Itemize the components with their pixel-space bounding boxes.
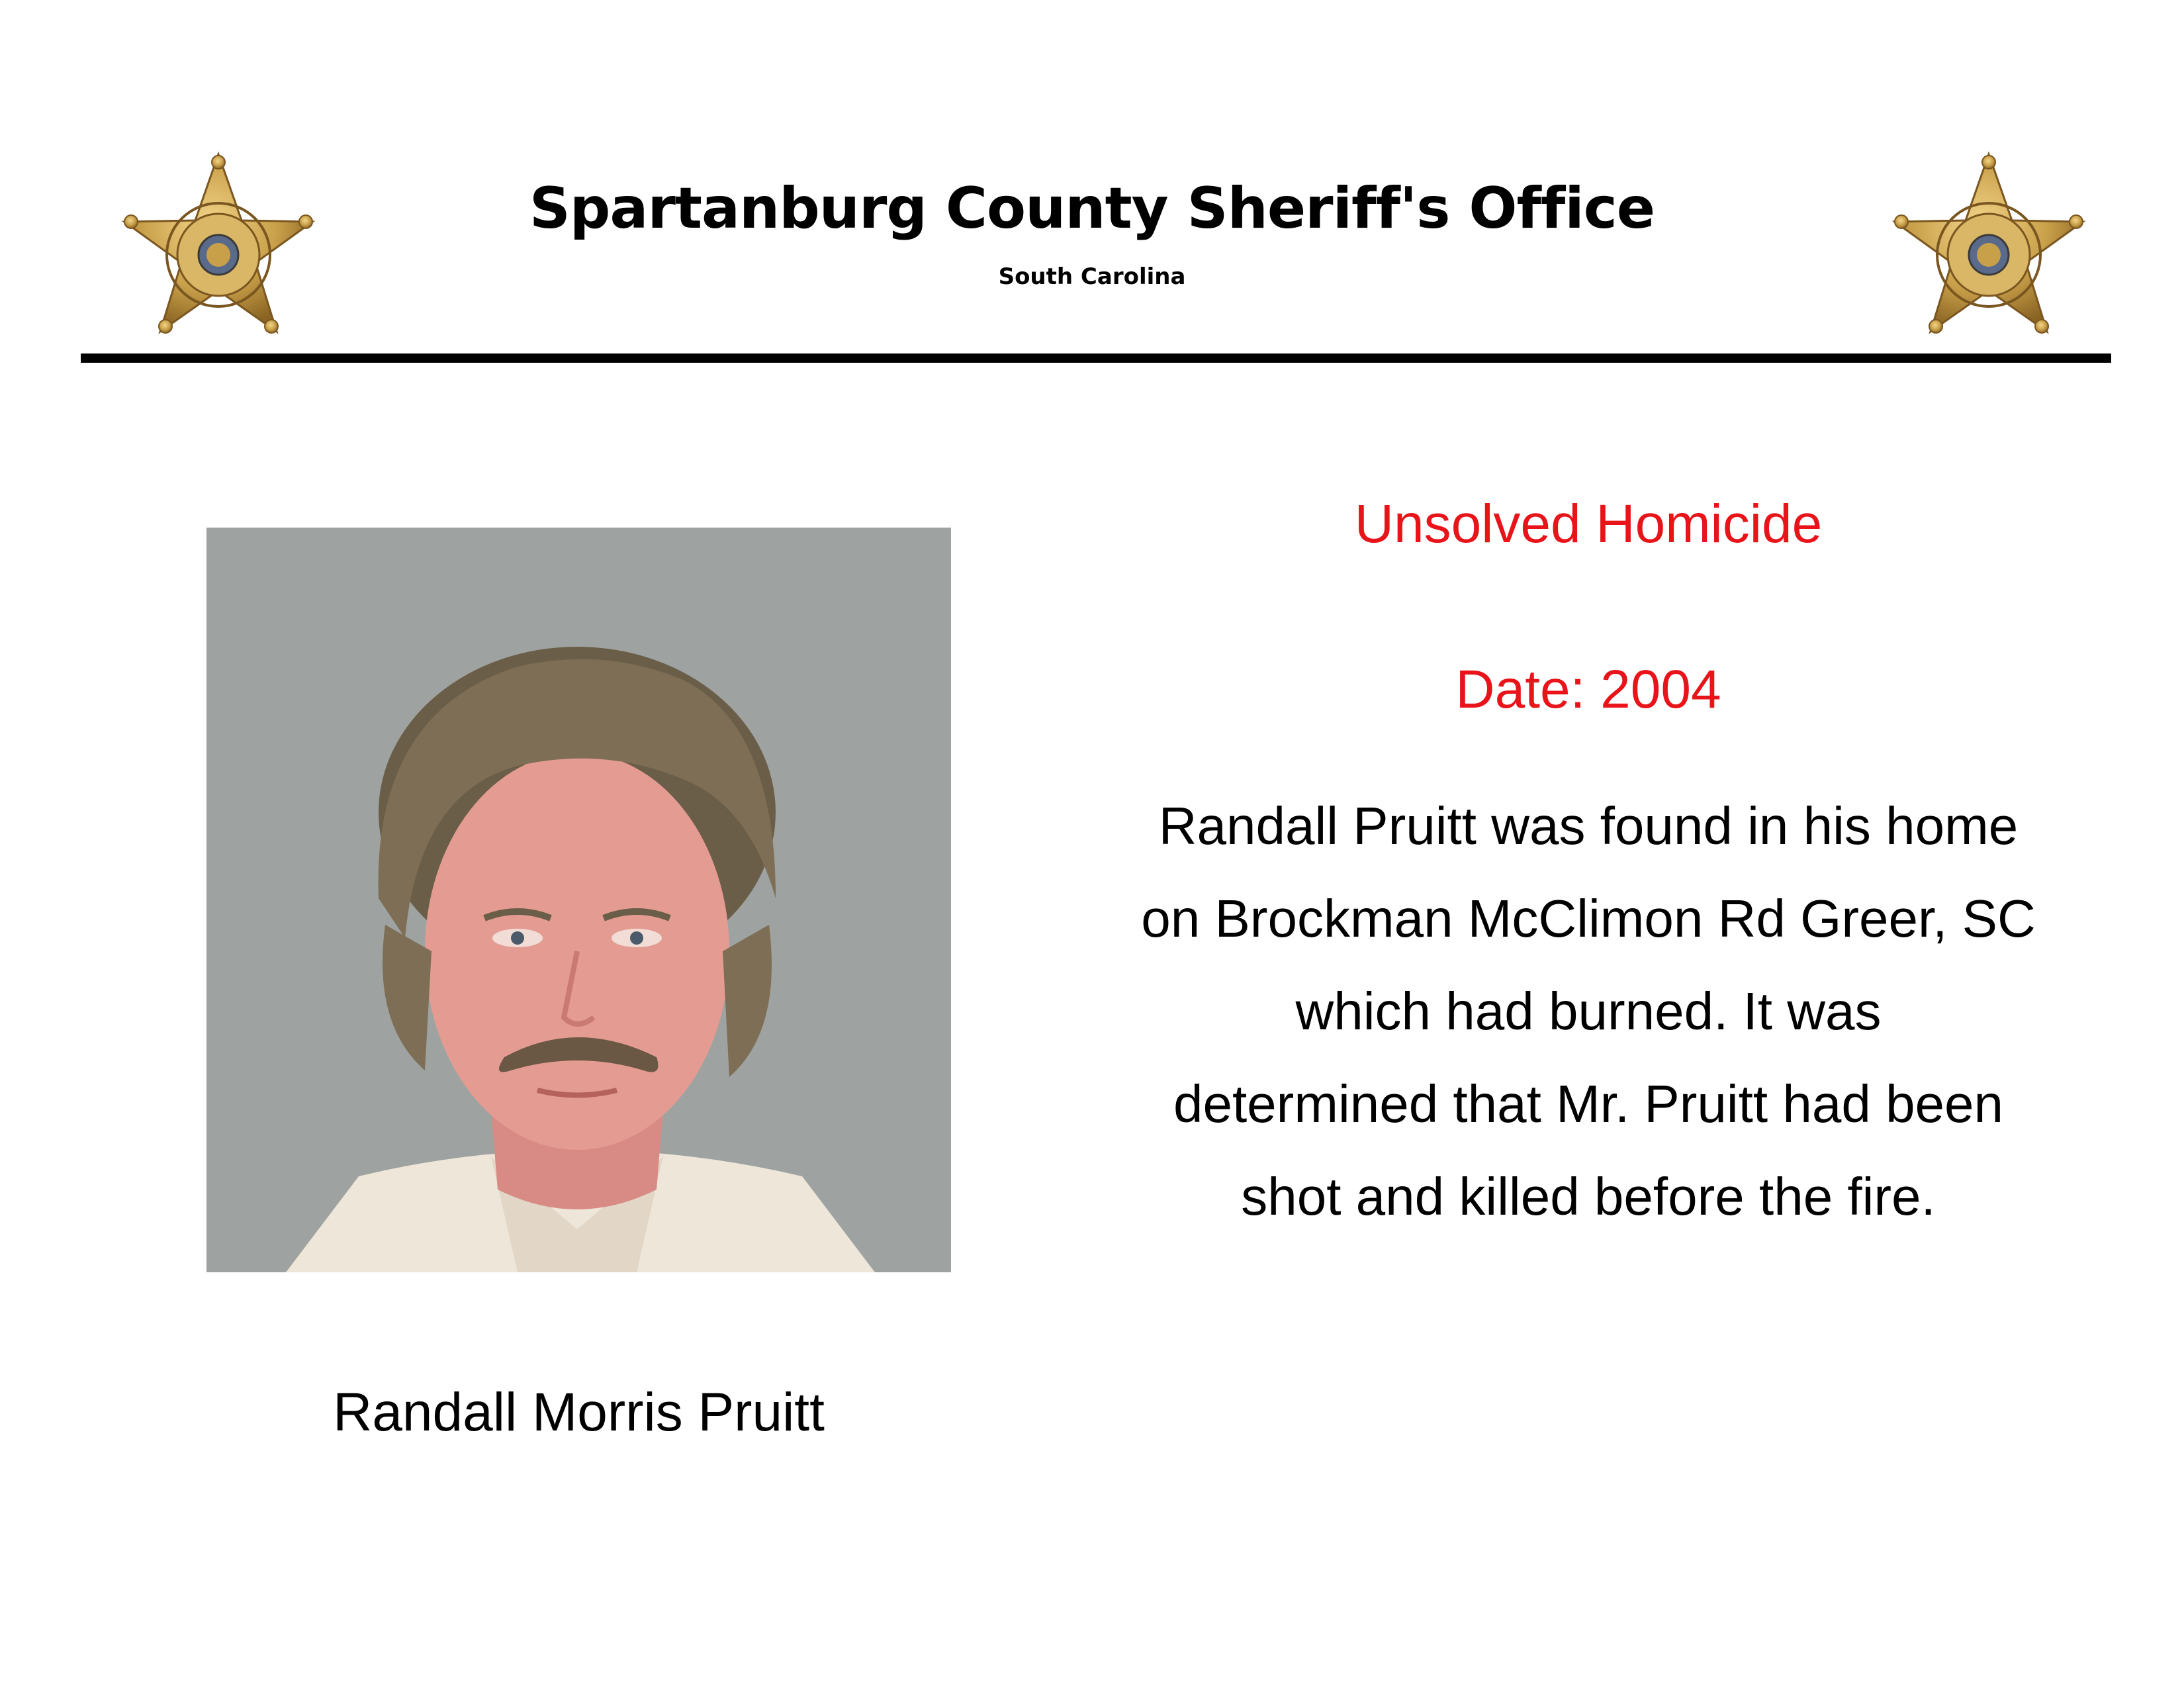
case-description [1072,780,2105,1243]
page-title: Spartanburg County Sheriff's Office [529,175,1655,242]
case-description-line: determined that Mr. Pruitt had been [1173,1074,2004,1133]
case-description-line: Randall Pruitt was found in his home [1158,796,2019,855]
case-description-line: shot and killed before the fire. [1241,1167,1936,1226]
case-description-line: on Brockman McClimon Rd Greer, SC [1141,889,2036,948]
person-name: Randall Morris Pruitt [333,1382,825,1442]
header-divider [81,353,2111,363]
page-subtitle: South Carolina [998,263,1186,290]
suspect-photo [206,528,951,1272]
sheriff-star-badge-icon [1889,149,2088,348]
case-description-line: which had burned. It was [1295,982,1882,1041]
person-portrait-icon [206,528,951,1272]
case-date: Date: 2004 [1455,659,1721,720]
case-status: Unsolved Homicide [1354,494,1823,554]
